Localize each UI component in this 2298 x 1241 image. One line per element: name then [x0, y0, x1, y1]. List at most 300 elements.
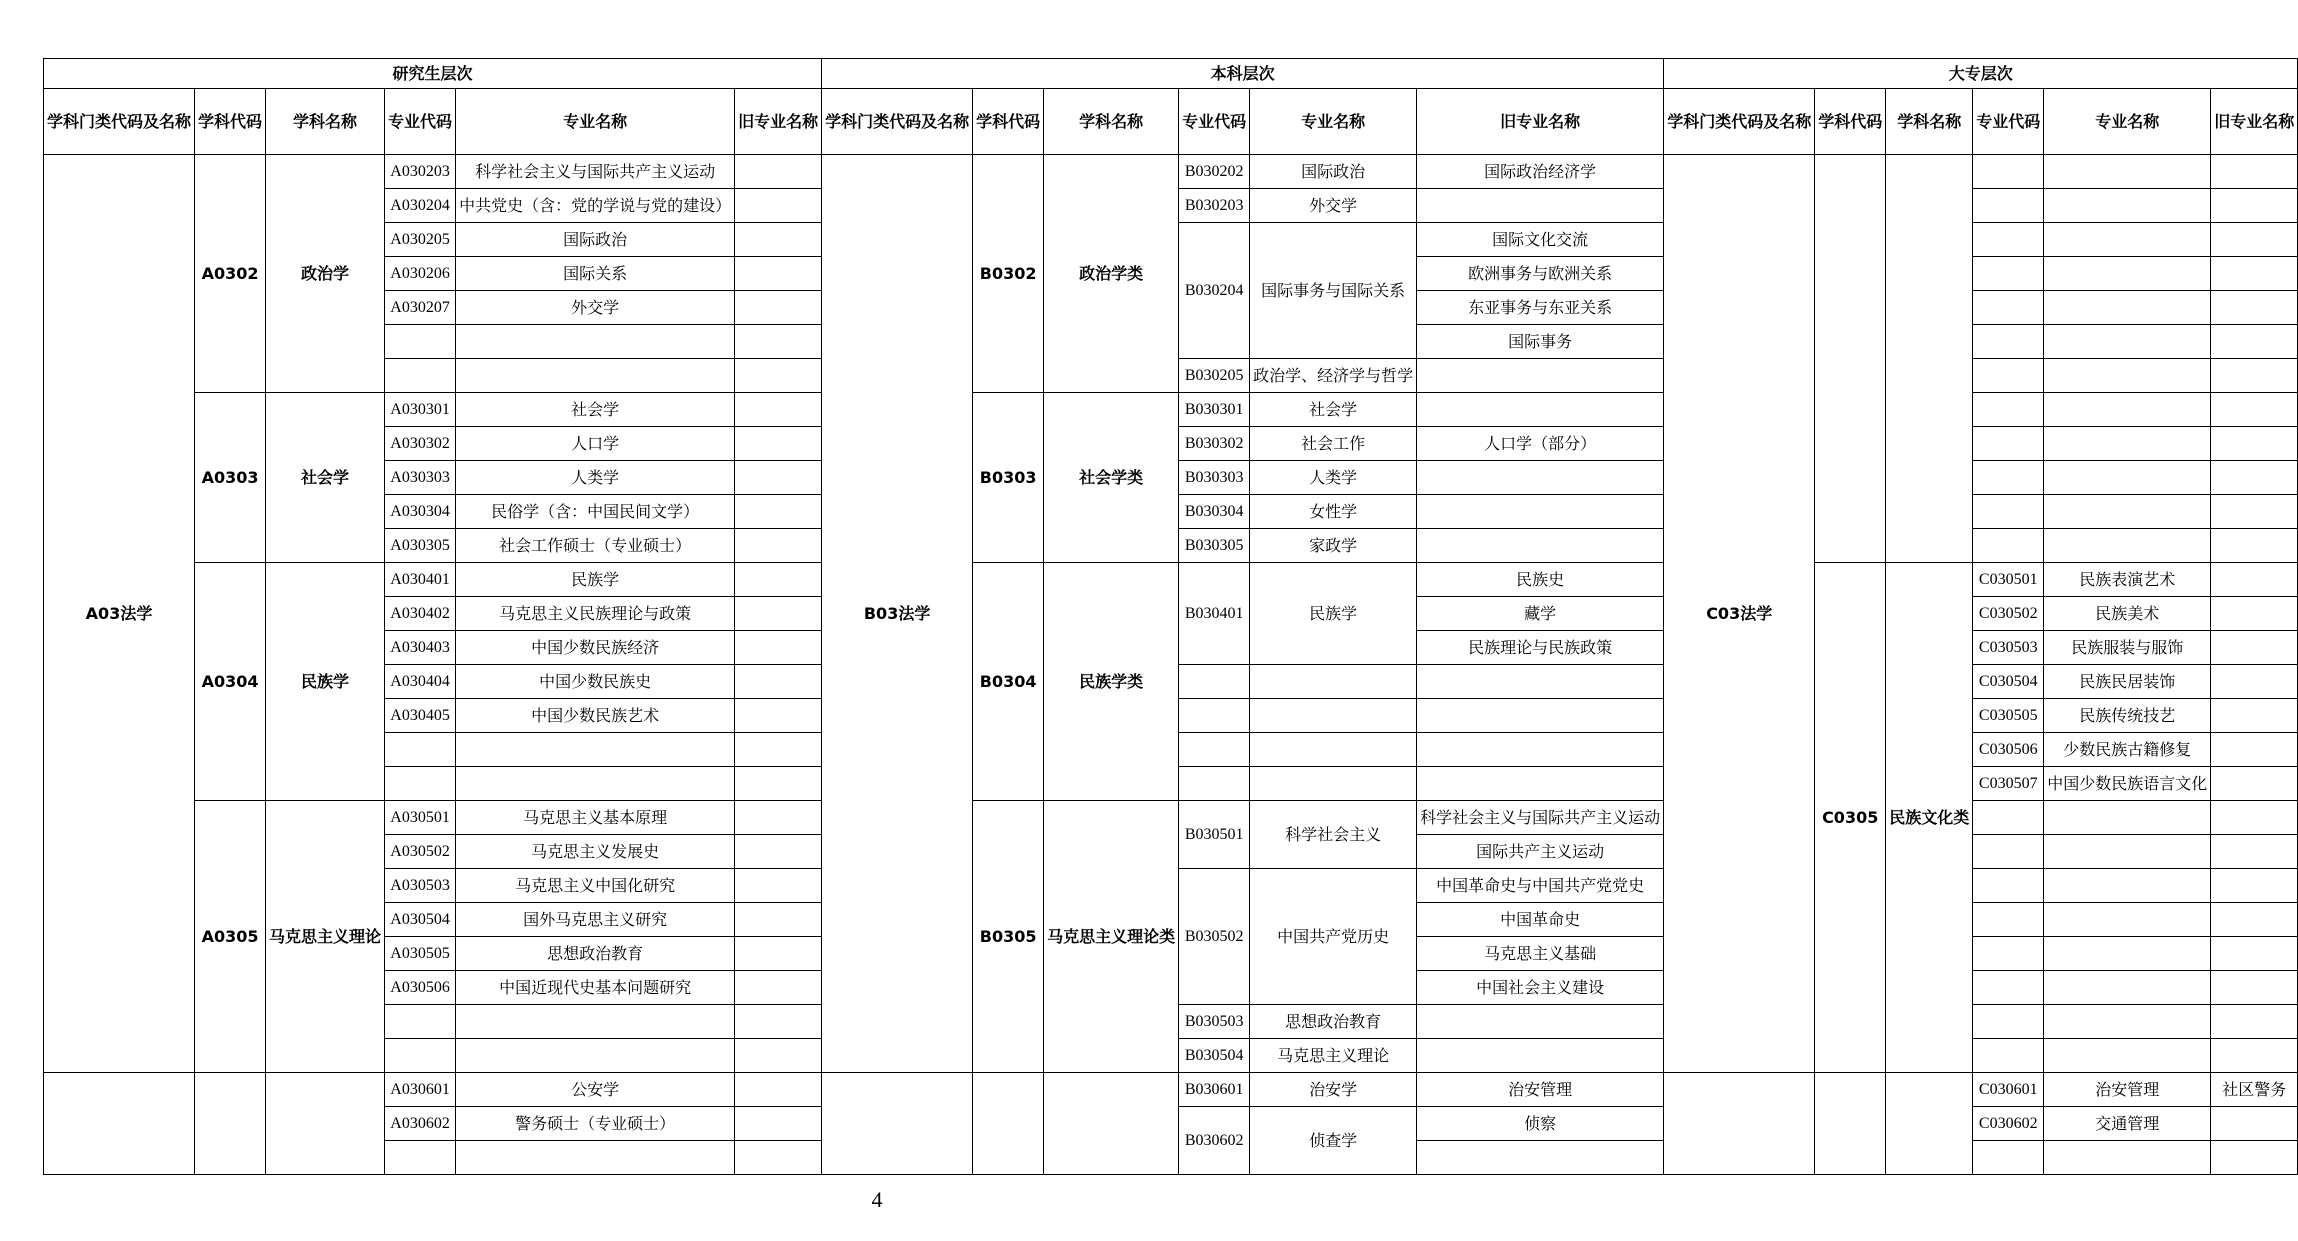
grad-major-name: 外交学: [456, 291, 735, 325]
col-major-code: [1973, 223, 2044, 257]
ug-old-major: 藏学: [1417, 597, 1664, 631]
table-row: [44, 563, 2298, 597]
grad-major-name: [456, 359, 735, 393]
graduate-level-header: 研究生层次: [44, 59, 822, 89]
college-level-header: 大专层次: [1664, 59, 2298, 89]
grad-old-major: [735, 869, 822, 903]
col-major-code: C030507: [1973, 767, 2044, 801]
header-subject-code: 学科代码: [195, 89, 266, 155]
header-major-code: 专业代码: [1179, 89, 1250, 155]
grad-old-major: [735, 733, 822, 767]
col-major-code: [1973, 461, 2044, 495]
col-major-code: C030502: [1973, 597, 2044, 631]
col-old-major: [2211, 359, 2298, 393]
col-old-major: [2211, 155, 2298, 189]
level-header-row: [44, 59, 2298, 89]
grad-old-major: [735, 1107, 822, 1141]
grad-old-major: [735, 427, 822, 461]
col-major-name: [2044, 971, 2211, 1005]
ug-major-name: 治安学: [1250, 1073, 1417, 1107]
ug-old-major: [1417, 1141, 1664, 1175]
grad-major-code: A030404: [385, 665, 456, 699]
col-major-code: [1973, 1005, 2044, 1039]
grad-subject-name: 政治学: [266, 155, 385, 393]
grad-major-code: A030206: [385, 257, 456, 291]
ug-old-major: [1417, 393, 1664, 427]
grad-old-major: [735, 393, 822, 427]
col-old-major: [2211, 325, 2298, 359]
ug-major-name: 人类学: [1250, 461, 1417, 495]
grad-subject-name: 马克思主义理论: [266, 801, 385, 1073]
grad-major-code: A030401: [385, 563, 456, 597]
header-category-code-name: 学科门类代码及名称: [44, 89, 195, 155]
col-major-code: C030505: [1973, 699, 2044, 733]
col-major-name: [2044, 223, 2211, 257]
grad-subject-name: 民族学: [266, 563, 385, 801]
ug-category-cell: B03法学: [822, 155, 973, 1073]
grad-major-code: A030204: [385, 189, 456, 223]
col-major-name: [2044, 835, 2211, 869]
grad-major-code: A030505: [385, 937, 456, 971]
ug-subject-code: B0304: [973, 563, 1044, 801]
col-category-empty: [1664, 1073, 1815, 1175]
grad-major-name: 公安学: [456, 1073, 735, 1107]
ug-old-major: 国际文化交流: [1417, 223, 1664, 257]
col-old-major: [2211, 971, 2298, 1005]
ug-old-major: [1417, 461, 1664, 495]
col-old-major: [2211, 189, 2298, 223]
col-major-code: C030503: [1973, 631, 2044, 665]
ug-old-major: 欧洲事务与欧洲关系: [1417, 257, 1664, 291]
ug-old-major: 中国社会主义建设: [1417, 971, 1664, 1005]
grad-major-code: A030203: [385, 155, 456, 189]
col-major-name: [2044, 257, 2211, 291]
page-number: 4: [871, 1187, 883, 1212]
ug-major-name: 中国共产党历史: [1250, 869, 1417, 1005]
ug-major-code: [1179, 733, 1250, 767]
grad-category-empty: [44, 1073, 195, 1175]
col-old-major: [2211, 461, 2298, 495]
col-major-code: [1973, 393, 2044, 427]
col-major-code: [1973, 495, 2044, 529]
ug-major-code: B030504: [1179, 1039, 1250, 1073]
grad-old-major: [735, 903, 822, 937]
col-major-name: 民族传统技艺: [2044, 699, 2211, 733]
col-subject-code: C0305: [1815, 563, 1886, 1073]
ug-subject-name-empty: [1044, 1073, 1179, 1175]
ug-major-name: [1250, 699, 1417, 733]
ug-major-name: 国际政治: [1250, 155, 1417, 189]
grad-old-major: [735, 359, 822, 393]
grad-major-code: A030403: [385, 631, 456, 665]
ug-old-major: [1417, 189, 1664, 223]
ug-old-major: 国际政治经济学: [1417, 155, 1664, 189]
col-major-code: [1973, 257, 2044, 291]
col-major-name: 民族表演艺术: [2044, 563, 2211, 597]
grad-subject-name-empty: [266, 1073, 385, 1175]
ug-old-major: 东亚事务与东亚关系: [1417, 291, 1664, 325]
ug-old-major: 民族史: [1417, 563, 1664, 597]
grad-category-cell: A03法学: [44, 155, 195, 1073]
grad-old-major: [735, 257, 822, 291]
ug-subject-code: B0305: [973, 801, 1044, 1073]
grad-major-name: 人类学: [456, 461, 735, 495]
ug-subject-name: 民族学类: [1044, 563, 1179, 801]
table-row: [44, 155, 2298, 189]
ug-old-major: 治安管理: [1417, 1073, 1664, 1107]
header-subject-code: 学科代码: [1815, 89, 1886, 155]
grad-subject-code: A0304: [195, 563, 266, 801]
col-major-code: [1973, 903, 2044, 937]
col-old-major: [2211, 563, 2298, 597]
table-row: [44, 1073, 2298, 1107]
grad-old-major: [735, 631, 822, 665]
grad-major-code: [385, 325, 456, 359]
grad-major-name: 马克思主义发展史: [456, 835, 735, 869]
ug-major-name: 科学社会主义: [1250, 801, 1417, 869]
ug-major-name: 民族学: [1250, 563, 1417, 665]
col-old-major: [2211, 1107, 2298, 1141]
grad-major-code: A030602: [385, 1107, 456, 1141]
grad-subject-code: A0305: [195, 801, 266, 1073]
ug-major-code: B030304: [1179, 495, 1250, 529]
grad-old-major: [735, 1073, 822, 1107]
ug-major-name: [1250, 733, 1417, 767]
col-major-name: [2044, 495, 2211, 529]
ug-major-code: [1179, 665, 1250, 699]
col-old-major: [2211, 495, 2298, 529]
ug-old-major: [1417, 733, 1664, 767]
ug-major-code: B030503: [1179, 1005, 1250, 1039]
col-major-name: [2044, 189, 2211, 223]
col-major-code: [1973, 155, 2044, 189]
col-major-name: [2044, 869, 2211, 903]
ug-major-name: 思想政治教育: [1250, 1005, 1417, 1039]
ug-major-name: 女性学: [1250, 495, 1417, 529]
grad-old-major: [735, 529, 822, 563]
col-old-major: [2211, 801, 2298, 835]
col-major-code: C030504: [1973, 665, 2044, 699]
ug-major-name: 社会学: [1250, 393, 1417, 427]
col-old-major: [2211, 767, 2298, 801]
undergraduate-level-header: 本科层次: [822, 59, 1664, 89]
grad-major-code: [385, 733, 456, 767]
grad-major-code: A030301: [385, 393, 456, 427]
grad-old-major: [735, 767, 822, 801]
ug-major-name: 侦查学: [1250, 1107, 1417, 1175]
col-major-code: [1973, 801, 2044, 835]
grad-major-code: A030506: [385, 971, 456, 1005]
grad-subject-code: A0302: [195, 155, 266, 393]
col-major-code: C030501: [1973, 563, 2044, 597]
grad-old-major: [735, 495, 822, 529]
col-major-code: [1973, 971, 2044, 1005]
ug-major-name: 社会工作: [1250, 427, 1417, 461]
grad-major-name: 国外马克思主义研究: [456, 903, 735, 937]
ug-old-major: [1417, 665, 1664, 699]
grad-old-major: [735, 563, 822, 597]
grad-old-major: [735, 835, 822, 869]
header-subject-name: 学科名称: [1886, 89, 1973, 155]
grad-major-code: [385, 767, 456, 801]
col-subject-name-empty: [1886, 1073, 1973, 1175]
col-old-major: 社区警务: [2211, 1073, 2298, 1107]
ug-major-code: B030204: [1179, 223, 1250, 359]
grad-major-name: [456, 1141, 735, 1175]
col-major-code: [1973, 869, 2044, 903]
col-major-name: [2044, 1141, 2211, 1175]
header-subject-code: 学科代码: [973, 89, 1044, 155]
grad-major-name: 国际关系: [456, 257, 735, 291]
grad-major-name: 中国少数民族艺术: [456, 699, 735, 733]
ug-old-major: 科学社会主义与国际共产主义运动: [1417, 801, 1664, 835]
col-major-code: [1973, 325, 2044, 359]
col-major-code: C030602: [1973, 1107, 2044, 1141]
col-old-major: [2211, 903, 2298, 937]
ug-major-code: B030203: [1179, 189, 1250, 223]
major-catalog-table: [43, 58, 2298, 1175]
grad-old-major: [735, 699, 822, 733]
header-category-code-name: 学科门类代码及名称: [822, 89, 973, 155]
ug-old-major: [1417, 699, 1664, 733]
ug-major-code: [1179, 767, 1250, 801]
ug-old-major: [1417, 1005, 1664, 1039]
grad-old-major: [735, 665, 822, 699]
col-major-name: 民族民居装饰: [2044, 665, 2211, 699]
ug-old-major: [1417, 1039, 1664, 1073]
col-old-major: [2211, 1141, 2298, 1175]
grad-major-name: 中共党史（含：党的学说与党的建设）: [456, 189, 735, 223]
col-major-code: [1973, 1141, 2044, 1175]
col-old-major: [2211, 835, 2298, 869]
col-major-name: 中国少数民族语言文化: [2044, 767, 2211, 801]
col-old-major: [2211, 291, 2298, 325]
col-major-name: [2044, 359, 2211, 393]
col-major-name: [2044, 529, 2211, 563]
ug-major-code: [1179, 699, 1250, 733]
grad-major-name: [456, 767, 735, 801]
grad-major-name: 人口学: [456, 427, 735, 461]
header-major-name: 专业名称: [1250, 89, 1417, 155]
col-major-name: [2044, 291, 2211, 325]
grad-subject-name: 社会学: [266, 393, 385, 563]
col-major-code: [1973, 427, 2044, 461]
grad-major-name: 社会学: [456, 393, 735, 427]
grad-major-name: [456, 733, 735, 767]
col-major-code: [1973, 359, 2044, 393]
col-category-cell: C03法学: [1664, 155, 1815, 1073]
col-major-name: 治安管理: [2044, 1073, 2211, 1107]
grad-old-major: [735, 461, 822, 495]
col-major-name: [2044, 325, 2211, 359]
header-old-major-name: 旧专业名称: [2211, 89, 2298, 155]
col-old-major: [2211, 733, 2298, 767]
col-major-code: C030601: [1973, 1073, 2044, 1107]
col-major-code: [1973, 835, 2044, 869]
grad-major-name: 马克思主义民族理论与政策: [456, 597, 735, 631]
ug-old-major: 国际共产主义运动: [1417, 835, 1664, 869]
ug-old-major: 国际事务: [1417, 325, 1664, 359]
ug-subject-name: 社会学类: [1044, 393, 1179, 563]
col-old-major: [2211, 699, 2298, 733]
grad-major-code: A030501: [385, 801, 456, 835]
grad-old-major: [735, 1141, 822, 1175]
header-major-name: 专业名称: [2044, 89, 2211, 155]
col-major-name: 交通管理: [2044, 1107, 2211, 1141]
ug-major-name: [1250, 665, 1417, 699]
grad-major-code: A030405: [385, 699, 456, 733]
col-subject-name: 民族文化类: [1886, 563, 1973, 1073]
col-major-code: [1973, 529, 2044, 563]
col-subject-name-empty: [1886, 155, 1973, 563]
ug-old-major: 马克思主义基础: [1417, 937, 1664, 971]
grad-major-code: A030207: [385, 291, 456, 325]
col-major-name: 民族美术: [2044, 597, 2211, 631]
col-major-code: [1973, 1039, 2044, 1073]
col-old-major: [2211, 1039, 2298, 1073]
header-old-major-name: 旧专业名称: [1417, 89, 1664, 155]
grad-old-major: [735, 1005, 822, 1039]
header-category-code-name: 学科门类代码及名称: [1664, 89, 1815, 155]
grad-major-name: 社会工作硕士（专业硕士）: [456, 529, 735, 563]
ug-major-name: 国际事务与国际关系: [1250, 223, 1417, 359]
header-subject-name: 学科名称: [266, 89, 385, 155]
grad-major-code: A030601: [385, 1073, 456, 1107]
header-major-code: 专业代码: [1973, 89, 2044, 155]
col-major-code: [1973, 291, 2044, 325]
grad-major-name: 思想政治教育: [456, 937, 735, 971]
ug-old-major: 侦察: [1417, 1107, 1664, 1141]
grad-old-major: [735, 597, 822, 631]
col-major-name: 少数民族古籍修复: [2044, 733, 2211, 767]
column-header-row: [44, 89, 2298, 155]
ug-old-major: [1417, 767, 1664, 801]
grad-subject-code: A0303: [195, 393, 266, 563]
ug-major-code: B030305: [1179, 529, 1250, 563]
ug-major-code: B030205: [1179, 359, 1250, 393]
ug-major-code: B030302: [1179, 427, 1250, 461]
col-old-major: [2211, 427, 2298, 461]
col-old-major: [2211, 1005, 2298, 1039]
grad-major-name: 警务硕士（专业硕士）: [456, 1107, 735, 1141]
grad-old-major: [735, 801, 822, 835]
col-major-code: [1973, 937, 2044, 971]
col-old-major: [2211, 631, 2298, 665]
grad-major-code: A030302: [385, 427, 456, 461]
col-major-name: [2044, 393, 2211, 427]
grad-major-code: A030502: [385, 835, 456, 869]
col-major-code: [1973, 189, 2044, 223]
ug-major-name: [1250, 767, 1417, 801]
header-major-code: 专业代码: [385, 89, 456, 155]
col-subject-code-empty: [1815, 1073, 1886, 1175]
ug-subject-name: 马克思主义理论类: [1044, 801, 1179, 1073]
grad-major-code: A030402: [385, 597, 456, 631]
ug-category-empty: [822, 1073, 973, 1175]
grad-old-major: [735, 291, 822, 325]
ug-major-name: 家政学: [1250, 529, 1417, 563]
col-major-name: [2044, 903, 2211, 937]
grad-major-code: [385, 1005, 456, 1039]
ug-major-name: 马克思主义理论: [1250, 1039, 1417, 1073]
col-old-major: [2211, 937, 2298, 971]
col-major-name: [2044, 801, 2211, 835]
ug-major-code: B030303: [1179, 461, 1250, 495]
header-subject-name: 学科名称: [1044, 89, 1179, 155]
col-major-name: [2044, 427, 2211, 461]
col-old-major: [2211, 529, 2298, 563]
header-major-name: 专业名称: [456, 89, 735, 155]
ug-major-code: B030602: [1179, 1107, 1250, 1175]
header-old-major-name: 旧专业名称: [735, 89, 822, 155]
ug-old-major: 中国革命史: [1417, 903, 1664, 937]
grad-subject-code-empty: [195, 1073, 266, 1175]
grad-major-code: A030305: [385, 529, 456, 563]
ug-old-major: [1417, 495, 1664, 529]
ug-subject-name: 政治学类: [1044, 155, 1179, 393]
ug-major-code: B030502: [1179, 869, 1250, 1005]
grad-old-major: [735, 1039, 822, 1073]
grad-major-code: A030504: [385, 903, 456, 937]
col-old-major: [2211, 597, 2298, 631]
grad-major-code: [385, 359, 456, 393]
col-major-name: [2044, 1005, 2211, 1039]
ug-old-major: [1417, 529, 1664, 563]
ug-old-major: [1417, 359, 1664, 393]
col-major-name: [2044, 155, 2211, 189]
grad-major-code: A030205: [385, 223, 456, 257]
grad-old-major: [735, 223, 822, 257]
grad-old-major: [735, 155, 822, 189]
ug-major-code: B030401: [1179, 563, 1250, 665]
ug-old-major: 民族理论与民族政策: [1417, 631, 1664, 665]
grad-major-name: 国际政治: [456, 223, 735, 257]
grad-major-name: 民俗学（含：中国民间文学）: [456, 495, 735, 529]
ug-major-name: 政治学、经济学与哲学: [1250, 359, 1417, 393]
grad-major-code: [385, 1141, 456, 1175]
grad-major-name: 中国少数民族经济: [456, 631, 735, 665]
grad-major-name: [456, 1039, 735, 1073]
col-old-major: [2211, 869, 2298, 903]
col-major-name: [2044, 937, 2211, 971]
ug-major-code: B030301: [1179, 393, 1250, 427]
col-major-name: [2044, 1039, 2211, 1073]
col-old-major: [2211, 223, 2298, 257]
grad-major-code: A030303: [385, 461, 456, 495]
grad-major-name: 中国近现代史基本问题研究: [456, 971, 735, 1005]
col-major-name: [2044, 461, 2211, 495]
ug-subject-code: B0302: [973, 155, 1044, 393]
col-major-code: C030506: [1973, 733, 2044, 767]
col-old-major: [2211, 257, 2298, 291]
ug-major-code: B030601: [1179, 1073, 1250, 1107]
col-old-major: [2211, 393, 2298, 427]
grad-major-name: 马克思主义中国化研究: [456, 869, 735, 903]
grad-major-code: [385, 1039, 456, 1073]
grad-old-major: [735, 937, 822, 971]
grad-major-name: 科学社会主义与国际共产主义运动: [456, 155, 735, 189]
ug-major-name: 外交学: [1250, 189, 1417, 223]
ug-old-major: 中国革命史与中国共产党党史: [1417, 869, 1664, 903]
grad-major-name: 中国少数民族史: [456, 665, 735, 699]
col-old-major: [2211, 665, 2298, 699]
grad-major-name: 马克思主义基本原理: [456, 801, 735, 835]
grad-old-major: [735, 189, 822, 223]
grad-major-name: 民族学: [456, 563, 735, 597]
grad-major-code: A030503: [385, 869, 456, 903]
col-subject-code-empty: [1815, 155, 1886, 563]
grad-major-name: [456, 325, 735, 359]
